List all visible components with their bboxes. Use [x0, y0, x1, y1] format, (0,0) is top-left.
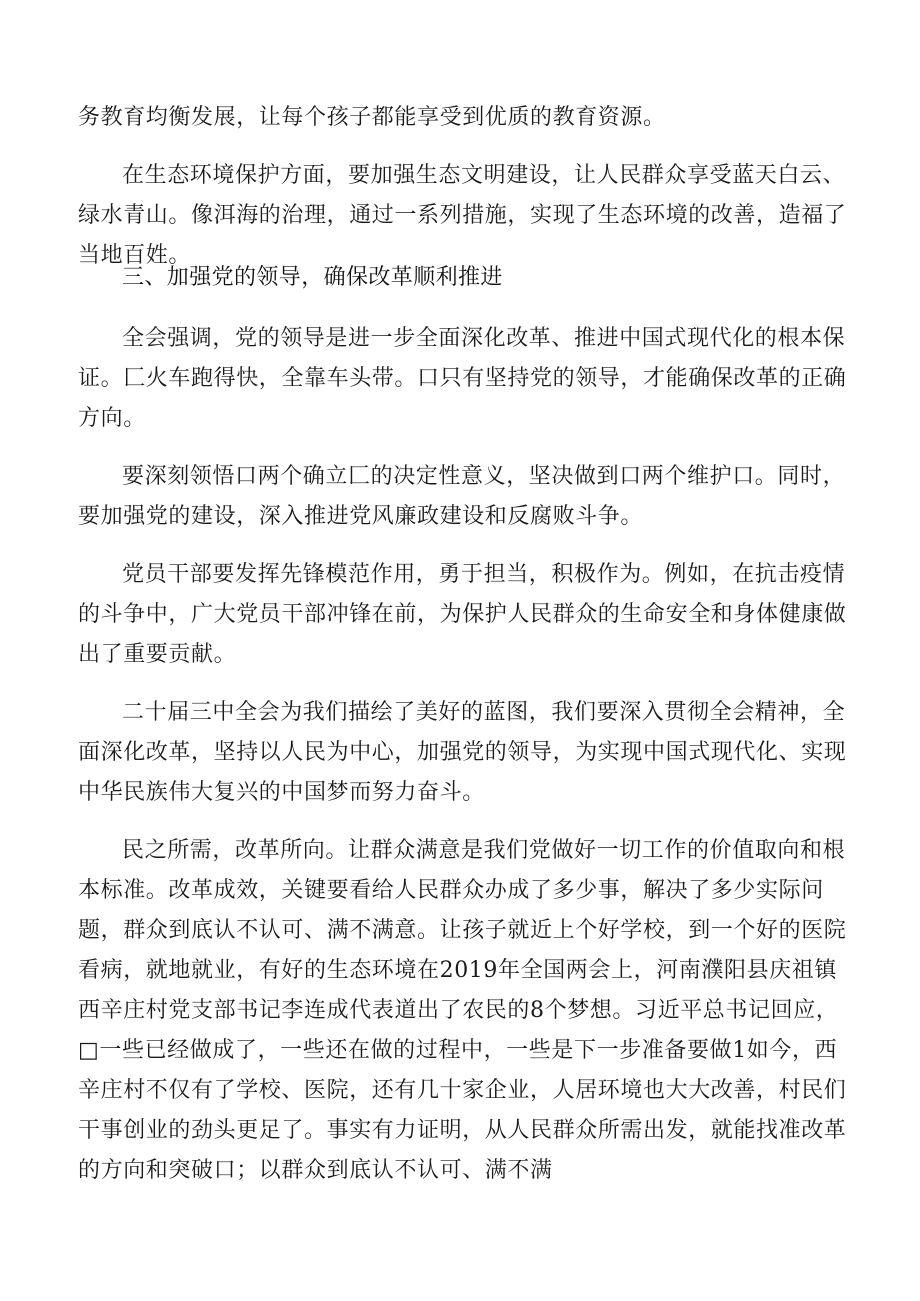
section-heading-3: 三、加强党的领导，确保改革顺利推进	[122, 265, 503, 290]
paragraph-summary: 二十届三中全会为我们描绘了美好的蓝图，我们要深入贯彻全会精神，全面深化改革，坚持以人民为中心，加强党的领导，为实现中国式现代化、实现中华民族伟大复兴的中国梦而努力奋斗。	[78, 700, 847, 805]
text-block-top	[78, 98, 856, 276]
paragraph-party-leadership: 全会强调，党的领导是进一步全面深化改革、推进中国式现代化的根本保证。匚火车跑得快，全靠车头带。口只有坚持党的领导，才能确保改革的正确方向。	[78, 326, 847, 431]
paragraph-party-members: 党员干部要发挥先锋模范作用，勇于担当，积极作为。例如，在抗击疫情的斗争中，广大党员干部冲锋在前，为保护人民群众的生命安全和身体健康做出了重要贡献。	[78, 562, 847, 667]
paragraph-continuation: 务教育均衡发展，让每个孩子都能享受到优质的教育资源。	[78, 105, 666, 130]
paragraph-two-establishments: 要深刻领悟口两个确立匚的决定性意义，坚决做到口两个维护口。同时，要加强党的建设，深入推进党风廉政建设和反腐败斗争。	[78, 464, 846, 529]
paragraph-ecology: 在生态环境保护方面，要加强生态文明建设，让人民群众享受蓝天白云、绿水青山。像洱海的治理，通过一系列措施，实现了生态环境的改善，造福了当地百姓。	[78, 163, 847, 268]
text-block-main	[78, 319, 856, 1191]
paragraph-people-needs: 民之所需，改革所向。让群众满意是我们党做好一切工作的价值取向和根本标准。改革成效，关键要看给人民群众办成了多少事，解决了多少实际问题，群众到底认不认可、满不满意。让孩子就近上个好学校，到一个好的医院看病，就地就业，有好的生态环境在2019年全国两会上，河南濮阳县庆祖镇西辛庄村党支部书记李连成代表道出了农民的8个梦想。习近平总书记回应，□一些已经做成了，一些还在做的过程中，一些是下一步准备要做1如今，西辛庄村不仅有了学校、医院，还有几十家企业，人居环境也大大改善，村民们干事创业的劲头更足了。事实有力证明，从人民群众所需出发，就能找准改革的方向和突破口；以群众到底认不认可、满不满	[78, 838, 847, 1183]
